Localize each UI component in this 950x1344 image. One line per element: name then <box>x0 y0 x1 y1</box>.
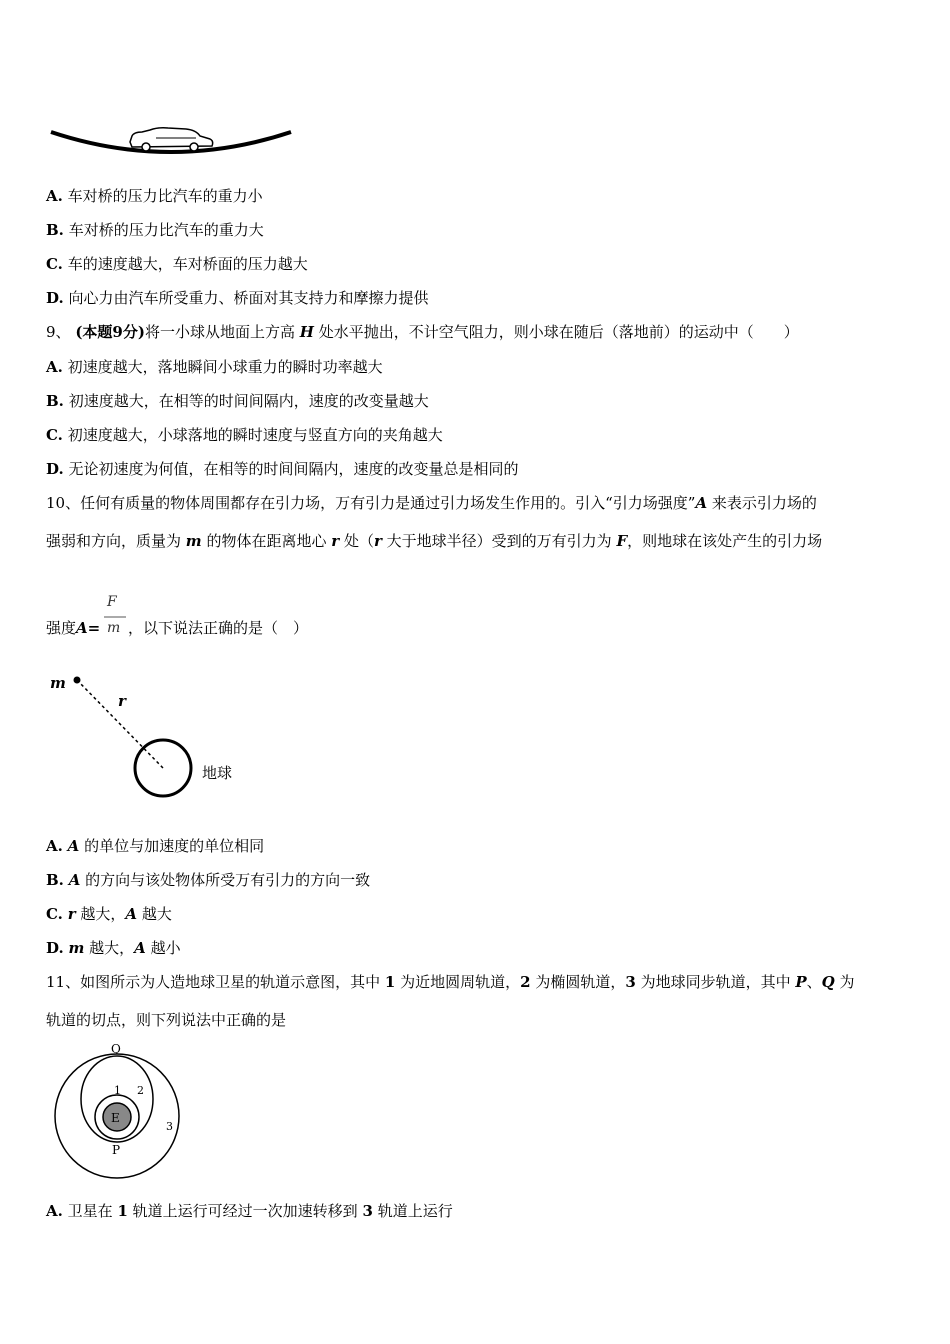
q9-option-b: B. 初速度越大，在相等的时间间隔内，速度的改变量越大 <box>46 392 429 410</box>
q9-option-d: D. 无论初速度为何值，在相等的时间间隔内，速度的改变量总是相同的 <box>46 460 519 478</box>
fraction-numerator: F <box>107 594 117 610</box>
fraction-denominator: m <box>107 620 121 636</box>
q11-stem-line1: 11、如图所示为人造地球卫星的轨道示意图，其中 1 为近地圆周轨道，2 为椭圆轨道，3 为地球同步轨道，其中 P、Q 为 <box>46 973 855 991</box>
q8-option-c: C. 车的速度越大，车对桥面的压力越大 <box>46 255 308 273</box>
orbit-figure <box>50 1040 185 1185</box>
q10-option-c: C. r 越大，A 越大 <box>46 905 172 923</box>
q10-stem-line3: 强度A= <box>46 619 101 637</box>
q11-stem-line2: 轨道的切点，则下列说法中正确的是 <box>46 1011 287 1029</box>
q9-option-c: C. 初速度越大，小球落地的瞬时速度与竖直方向的夹角越大 <box>46 426 443 444</box>
q10-stem-line3-tail: ，以下说法正确的是（ ） <box>128 619 309 637</box>
q10-option-a: A. A 的单位与加速度的单位相同 <box>46 837 265 855</box>
q-label: Q <box>111 1042 121 1056</box>
q11-option-a: A. 卫星在 1 轨道上运行可经过一次加速转移到 3 轨道上运行 <box>46 1202 453 1220</box>
q10-option-b: B. A 的方向与该处物体所受万有引力的方向一致 <box>46 871 371 889</box>
p-label: P <box>112 1143 121 1157</box>
m-label: m <box>50 674 66 692</box>
q10-stem-line1: 10、任何有质量的物体周围都存在引力场，万有引力是通过引力场发生作用的。引入“引力场强度”A 来表示引力场的 <box>46 494 817 512</box>
r-label: r <box>118 692 126 710</box>
orbit-1-label: 1 <box>114 1084 121 1097</box>
e-label: E <box>111 1111 120 1125</box>
orbit-3-label: 3 <box>166 1120 173 1133</box>
gravity-field-figure <box>46 668 266 803</box>
q8-option-d: D. 向心力由汽车所受重力、桥面对其支持力和摩擦力提供 <box>46 289 429 307</box>
orbit-2-label: 2 <box>137 1084 144 1097</box>
q8-option-a: A. 车对桥的压力比汽车的重力小 <box>46 187 263 205</box>
q10-stem-line2: 强弱和方向，质量为 m 的物体在距离地心 r 处（r 大于地球半径）受到的万有引力为 F，则地球在该处产生的引力场 <box>46 532 823 550</box>
q10-option-d: D. m 越大，A 越小 <box>46 939 181 957</box>
fraction-bar <box>104 616 126 618</box>
car-bridge-figure <box>46 120 296 164</box>
earth-label: 地球 <box>202 764 233 782</box>
q9-stem: 9、 (本题9分)将一小球从地面上方高 H 处水平抛出，不计空气阻力，则小球在随后（落地前）的运动中（ ） <box>46 323 799 341</box>
car-icon <box>130 128 213 151</box>
q9-option-a: A. 初速度越大，落地瞬间小球重力的瞬时功率越大 <box>46 358 383 376</box>
q8-option-b: B. 车对桥的压力比汽车的重力大 <box>46 221 264 239</box>
